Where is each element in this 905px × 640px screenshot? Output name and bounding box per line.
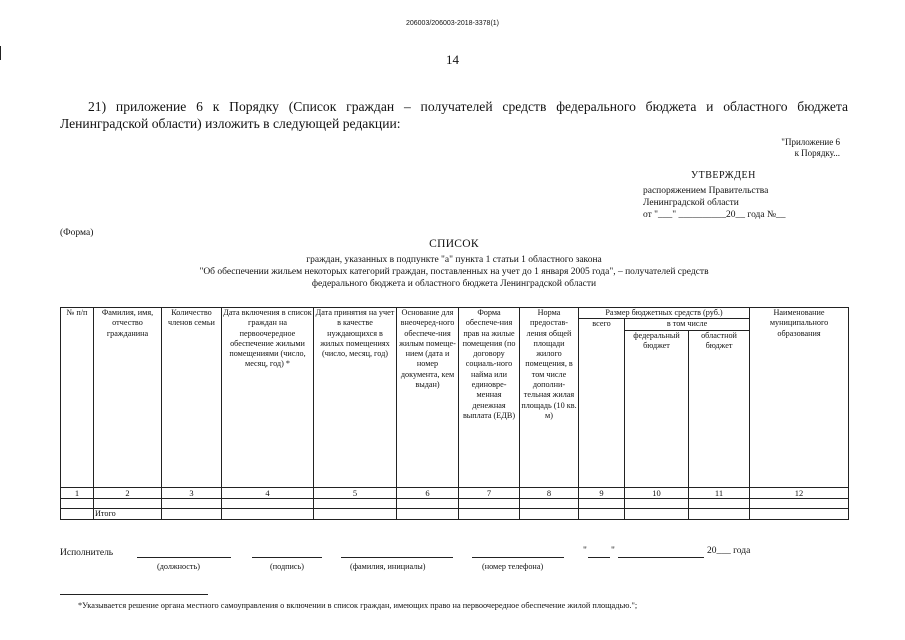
table-cell[interactable] (750, 498, 849, 508)
header-including: в том числе (625, 319, 750, 330)
column-number: 2 (94, 487, 162, 498)
list-title: СПИСОК (429, 238, 479, 250)
header-col-1: № п/п (61, 308, 94, 488)
document-id: 206003/206003-2018-3378(1) (405, 20, 500, 27)
column-number-row (61, 487, 849, 498)
table-cell[interactable] (397, 498, 459, 508)
column-number: 10 (625, 487, 689, 498)
appendix-reference (700, 137, 840, 159)
table-cell[interactable] (750, 508, 849, 519)
date-open-quote: " (583, 546, 587, 556)
approval-line-2: Ленинградской области (643, 198, 739, 208)
approval-block (643, 185, 786, 221)
header-col-12: Наименование муниципального образования (750, 308, 849, 488)
name-caption: (фамилия, инициалы) (350, 562, 426, 571)
table-cell[interactable] (579, 498, 625, 508)
appendix-line-2: к Порядку... (794, 148, 840, 158)
table-cell[interactable] (459, 508, 520, 519)
phone-caption: (номер телефона) (482, 562, 544, 571)
list-subtitle (60, 254, 848, 290)
position-line[interactable] (137, 557, 231, 558)
table-cell[interactable] (162, 498, 222, 508)
name-line[interactable] (341, 557, 453, 558)
citizens-table (60, 307, 849, 520)
header-col-3: Количество членов семьи (162, 308, 222, 488)
column-number: 1 (61, 487, 94, 498)
approval-line-3: от "___" __________20__ года №__ (643, 210, 786, 220)
column-number: 5 (314, 487, 397, 498)
executor-label: Исполнитель (60, 548, 114, 558)
table-cell[interactable] (61, 508, 94, 519)
column-number: 8 (520, 487, 579, 498)
table-cell[interactable] (689, 508, 750, 519)
column-number: 11 (689, 487, 750, 498)
signature-line[interactable] (252, 557, 322, 558)
table-cell[interactable] (222, 498, 314, 508)
date-close-quote: " (611, 546, 615, 556)
footnote: *Указывается решение органа местного самоуправления о включении в список граждан, имеющих право на первоочередное обеспечение жилой площадью."; (78, 601, 638, 610)
header-col-10: федеральный бюджет (625, 330, 689, 487)
column-number: 6 (397, 487, 459, 498)
table-cell[interactable] (61, 498, 94, 508)
header-col-5: Дата принятия на учет в качестве нуждающихся в жилых помещениях (число, месяц, год) (314, 308, 397, 488)
column-number: 9 (579, 487, 625, 498)
header-col-8: Норма предостав-ления общей площади жилого помещения, в том числе дополни-тельная жилая площадь (10 кв. м) (520, 308, 579, 488)
appendix-line-1: "Приложение 6 (781, 137, 840, 147)
phone-line[interactable] (472, 557, 564, 558)
total-row (61, 508, 849, 519)
table-cell[interactable] (520, 498, 579, 508)
signature-caption: (подпись) (270, 562, 304, 571)
table-cell[interactable] (625, 508, 689, 519)
table-cell[interactable] (222, 508, 314, 519)
page-number: 14 (446, 52, 459, 67)
form-label: (Форма) (60, 228, 94, 238)
column-number: 4 (222, 487, 314, 498)
table-cell[interactable] (397, 508, 459, 519)
subtitle-line-2: "Об обеспечении жильем некоторых категорий граждан, поставленных на учет до 1 января 2005 года", – получателей средств (199, 267, 709, 277)
footnote-divider (60, 594, 208, 595)
table-cell[interactable] (314, 508, 397, 519)
header-col-2: Фамилия, имя, отчество гражданина (94, 308, 162, 488)
table-cell[interactable] (314, 498, 397, 508)
table-row (61, 498, 849, 508)
column-number: 12 (750, 487, 849, 498)
table-cell[interactable] (459, 498, 520, 508)
date-month-line[interactable] (618, 557, 704, 558)
table-cell[interactable] (162, 508, 222, 519)
table-cell[interactable] (520, 508, 579, 519)
approval-title: УТВЕРЖДЕН (691, 170, 756, 181)
table-cell[interactable] (94, 498, 162, 508)
table-cell[interactable] (689, 498, 750, 508)
subtitle-line-3: федерального бюджета и областного бюджета Ленинградской области (311, 279, 597, 289)
intro-paragraph: 21) приложение 6 к Порядку (Список граждан – получателей средств федерального бюджета и областного бюджета Ленинградской области) изложить в следующей редакции: (60, 99, 848, 131)
subtitle-line-1: граждан, указанных в подпункте "а" пункта 1 статьи 1 областного закона (306, 255, 602, 265)
date-year: 20___ года (707, 546, 751, 556)
approval-line-1: распоряжением Правительства (643, 186, 769, 196)
table-cell[interactable] (625, 498, 689, 508)
position-caption: (должность) (157, 562, 200, 571)
total-label: Итого (94, 508, 162, 519)
header-row-1 (61, 308, 849, 319)
table-cell[interactable] (579, 508, 625, 519)
header-col-11: областной бюджет (689, 330, 750, 487)
header-col-7: Форма обеспече-ния прав на жилые помещения (по договору социаль-ного найма или единовре-менная денежная выплата (ЕДВ) (459, 308, 520, 488)
header-col-6: Основание для внеочеред-ного обеспече-ния жилым помеще-нием (дата и номер документа, кем выдан) (397, 308, 459, 488)
header-budget-group: Размер бюджетных средств (руб.) (579, 308, 750, 319)
column-number: 7 (459, 487, 520, 498)
date-day-line[interactable] (588, 557, 610, 558)
header-col-4: Дата включения в список граждан на первоочередное обеспечение жилыми помещениями (число, месяц, год) * (222, 308, 314, 488)
header-col-9: всего (579, 319, 625, 487)
column-number: 3 (162, 487, 222, 498)
